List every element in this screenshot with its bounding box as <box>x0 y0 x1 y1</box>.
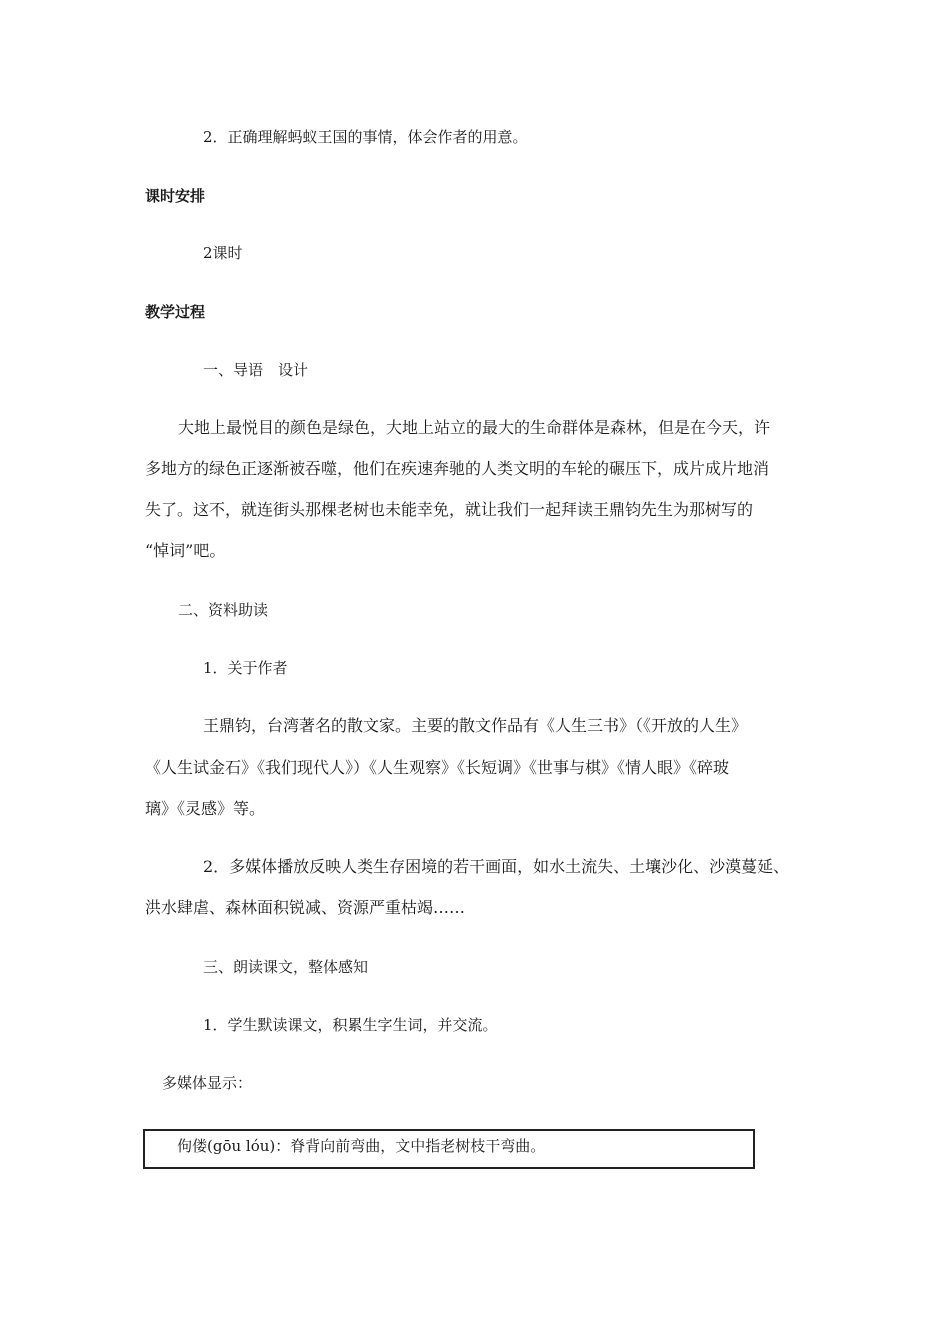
about-author-title: 1．关于作者 <box>203 659 288 677</box>
objective-item-2: 2．正确理解蚂蚁王国的事情，体会作者的用意。 <box>203 128 528 146</box>
author-line: 《人生试金石》《我们现代人》）《人生观察》《长短调》《世事与棋》《情人眼》《碎玻 <box>145 758 730 777</box>
author-line: 璃》《灵感》等。 <box>145 799 266 818</box>
vocab-entry: 佝偻(gōu lóu)：脊背向前弯曲，文中指老树枝干弯曲。 <box>177 1137 546 1155</box>
multimedia-display-label: 多媒体显示： <box>162 1074 253 1092</box>
author-line: 王鼎钧，台湾著名的散文家。主要的散文作品有《人生三书》（《开放的人生》 <box>203 716 748 735</box>
multimedia-line: 洪水肆虐、森林面积锐减、资源严重枯竭…… <box>145 898 466 917</box>
schedule-value: 2课时 <box>203 244 243 262</box>
process-heading: 教学过程 <box>145 303 206 321</box>
intro-line: 失了。这不，就连街头那棵老树也未能幸免，就让我们一起拜读王鼎钧先生为那树写的 <box>145 500 754 519</box>
section1-title: 一、导语 设计 <box>203 361 309 379</box>
intro-line: 多地方的绿色正逐渐被吞噬，他们在疾速奔驰的人类文明的车轮的碾压下，成片成片地消 <box>145 459 770 478</box>
reading-step-1: 1．学生默读课文，积累生字生词，并交流。 <box>203 1016 498 1034</box>
intro-line: 大地上最悦目的颜色是绿色，大地上站立的最大的生命群体是森林，但是在今天，许 <box>178 418 771 437</box>
section2-title: 二、资料助读 <box>178 601 269 619</box>
schedule-heading: 课时安排 <box>145 187 206 205</box>
vocab-box <box>143 1129 755 1169</box>
multimedia-line: 2．多媒体播放反映人类生存困境的若干画面，如水土流失、土壤沙化、沙漠蔓延、 <box>203 857 790 876</box>
section3-title: 三、朗读课文，整体感知 <box>203 958 369 976</box>
intro-line: “悼词”吧。 <box>145 541 226 560</box>
